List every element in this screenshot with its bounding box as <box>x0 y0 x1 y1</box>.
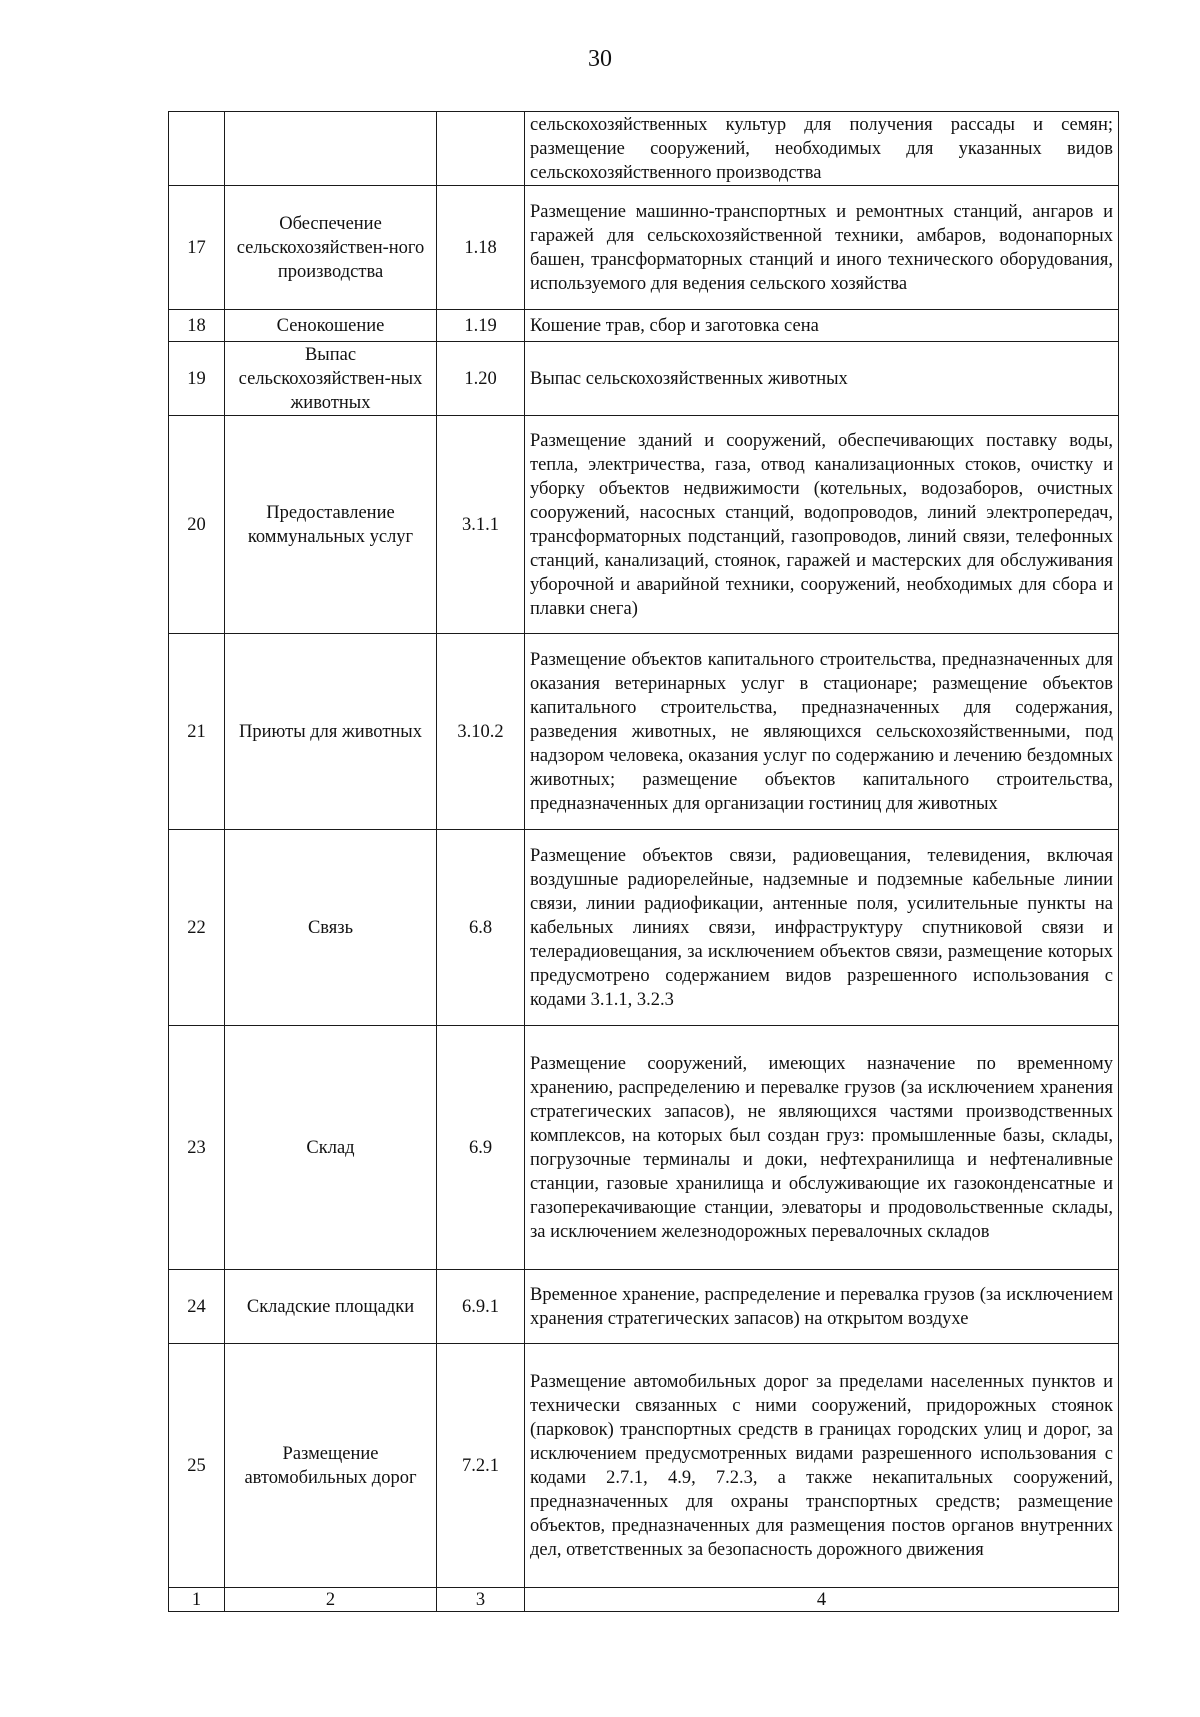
column-number: 1 <box>169 1588 225 1612</box>
page-number: 30 <box>588 46 612 72</box>
table-row <box>169 310 1119 342</box>
table-row <box>169 416 1119 634</box>
use-name: Складские площадки <box>225 1270 437 1344</box>
use-code: 6.8 <box>437 830 525 1026</box>
use-name: Предоставление коммунальных услуг <box>225 416 437 634</box>
column-number: 3 <box>437 1588 525 1612</box>
use-description: Размещение машинно-транспортных и ремонтных станций, ангаров и гаражей для сельскохозяйственной техники, амбаров, водонапорных башен, трансформаторных станций и иного технического оборудования, используемого для ведения сельского хозяйства <box>525 186 1119 310</box>
use-description: Размещение зданий и сооружений, обеспечивающих поставку воды, тепла, электричества, газа, отвод канализационных стоков, очистку и уборку объектов недвижимости (котельных, водозаборов, очистных сооружений, насосных станций, водопроводов, линий электропередач, трансформаторных подстанций, газопроводов, линий связи, телефонных станций, канализаций, стоянок, гаражей и мастерских для обслуживания уборочной и аварийной техники, сооружений, необходимых для сбора и плавки снега) <box>525 416 1119 634</box>
row-number: 22 <box>169 830 225 1026</box>
use-code <box>437 112 525 186</box>
use-code: 1.20 <box>437 342 525 416</box>
use-description: Выпас сельскохозяйственных животных <box>525 342 1119 416</box>
use-name: Сенокошение <box>225 310 437 342</box>
row-number: 25 <box>169 1344 225 1588</box>
row-number <box>169 112 225 186</box>
use-description: Кошение трав, сбор и заготовка сена <box>525 310 1119 342</box>
use-code: 3.10.2 <box>437 634 525 830</box>
use-code: 6.9 <box>437 1026 525 1270</box>
use-name: Обеспечение сельскохозяйствен-ного производства <box>225 186 437 310</box>
use-code: 1.19 <box>437 310 525 342</box>
use-description: Размещение сооружений, имеющих назначение по временному хранению, распределению и перевалке грузов (за исключением хранения стратегических запасов), не являющихся частями производственных комплексов, на которых был создан груз: промышленные базы, склады, погрузочные терминалы и доки, нефтехранилища и нефтеналивные станции, газовые хранилища и обслуживающие их газоконденсатные и газоперекачивающие станции, элеваторы и продовольственные склады, за исключением железнодорожных перевалочных складов <box>525 1026 1119 1270</box>
use-description: Временное хранение, распределение и перевалка грузов (за исключением хранения стратегических запасов) на открытом воздухе <box>525 1270 1119 1344</box>
use-code: 3.1.1 <box>437 416 525 634</box>
table-row <box>169 634 1119 830</box>
table-row <box>169 112 1119 186</box>
use-name: Выпас сельскохозяйствен-ных животных <box>225 342 437 416</box>
use-name <box>225 112 437 186</box>
table-row <box>169 1270 1119 1344</box>
table-row <box>169 830 1119 1026</box>
table-row <box>169 342 1119 416</box>
row-number: 19 <box>169 342 225 416</box>
row-number: 17 <box>169 186 225 310</box>
use-name: Склад <box>225 1026 437 1270</box>
use-description: Размещение объектов связи, радиовещания, телевидения, включая воздушные радиорелейные, надземные и подземные кабельные линии связи, линии радиофикации, антенные поля, усилительные пункты на кабельных линиях связи, инфраструктуру спутниковой связи и телерадиовещания, за исключением объектов связи, размещение которых предусмотрено содержанием видов разрешенного использования с кодами 3.1.1, 3.2.3 <box>525 830 1119 1026</box>
use-name: Приюты для животных <box>225 634 437 830</box>
row-number: 18 <box>169 310 225 342</box>
table-row <box>169 186 1119 310</box>
table-row <box>169 1344 1119 1588</box>
row-number: 24 <box>169 1270 225 1344</box>
column-number: 2 <box>225 1588 437 1612</box>
column-number-row <box>169 1588 1119 1612</box>
use-code: 1.18 <box>437 186 525 310</box>
use-description: Размещение объектов капитального строительства, предназначенных для оказания ветеринарных услуг в стационаре; размещение объектов капитального строительства, предназначенных для содержания, разведения животных, не являющихся сельскохозяйственными, под надзором человека, оказания услуг по содержанию и лечению бездомных животных; размещение объектов капитального строительства, предназначенных для организации гостиниц для животных <box>525 634 1119 830</box>
land-use-table <box>168 111 1119 1612</box>
use-code: 6.9.1 <box>437 1270 525 1344</box>
row-number: 23 <box>169 1026 225 1270</box>
row-number: 20 <box>169 416 225 634</box>
row-number: 21 <box>169 634 225 830</box>
use-code: 7.2.1 <box>437 1344 525 1588</box>
column-number: 4 <box>525 1588 1119 1612</box>
use-description: сельскохозяйственных культур для получения рассады и семян; размещение сооружений, необходимых для указанных видов сельскохозяйственного производства <box>525 112 1119 186</box>
use-name: Размещение автомобильных дорог <box>225 1344 437 1588</box>
use-description: Размещение автомобильных дорог за пределами населенных пунктов и технически связанных с ними сооружений, придорожных стоянок (парковок) транспортных средств в границах городских улиц и дорог, за исключением предусмотренных видами разрешенного использования с кодами 2.7.1, 4.9, 7.2.3, а также некапитальных сооружений, предназначенных для охраны транспортных средств; размещение объектов, предназначенных для размещения постов органов внутренних дел, ответственных за безопасность дорожного движения <box>525 1344 1119 1588</box>
use-name: Связь <box>225 830 437 1026</box>
table-row <box>169 1026 1119 1270</box>
